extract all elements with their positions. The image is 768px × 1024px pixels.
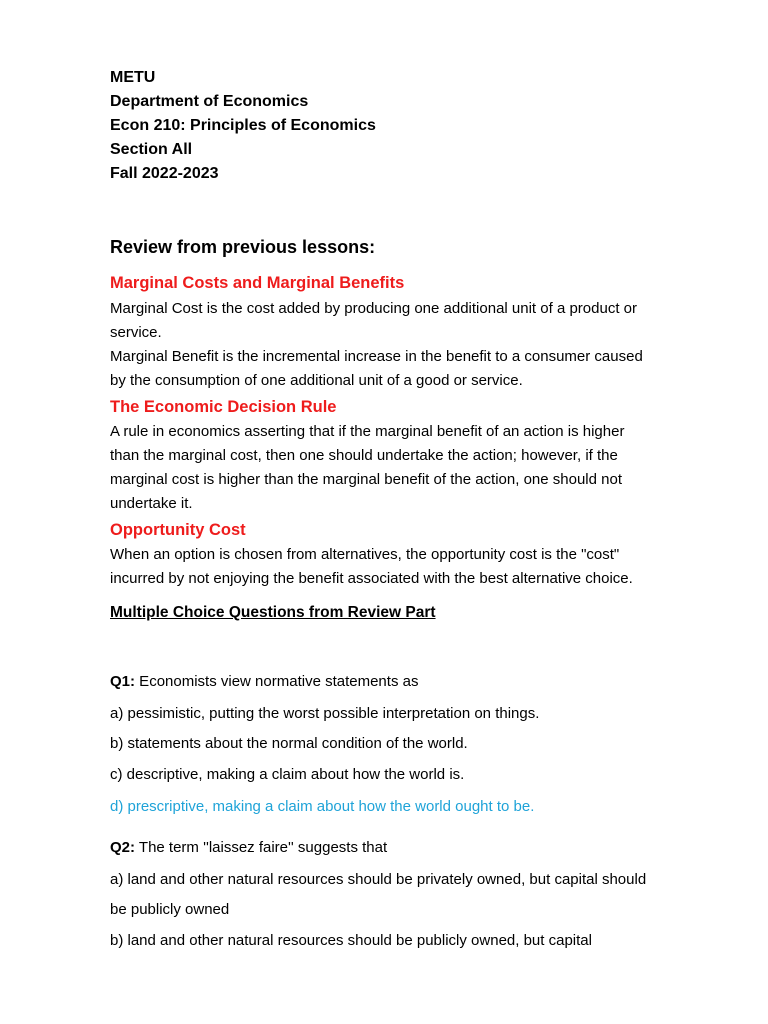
section-body-marginal bbox=[110, 297, 730, 393]
q2-option-a: a) land and other natural resources should be privately owned, but capital should bbox=[110, 871, 647, 888]
section-title-opportunity-cost: Opportunity Cost bbox=[110, 521, 246, 539]
section-body-decision-rule bbox=[110, 420, 730, 516]
question-1 bbox=[110, 671, 730, 693]
section-title-marginal: Marginal Costs and Marginal Benefits bbox=[110, 274, 405, 292]
section-name: Section All bbox=[110, 141, 193, 158]
course-header bbox=[110, 66, 730, 186]
question-2 bbox=[110, 837, 730, 859]
q1-option-b: b) statements about the normal condition of the world. bbox=[110, 735, 468, 752]
paragraph-line: Marginal Cost is the cost added by producing one additional unit of a product or bbox=[110, 300, 637, 317]
course-name: Econ 210: Principles of Economics bbox=[110, 117, 376, 134]
paragraph-line: than the marginal cost, then one should undertake the action; however, if the bbox=[110, 447, 618, 464]
q1-option-c: c) descriptive, making a claim about how the world is. bbox=[110, 766, 465, 783]
paragraph-line: Marginal Benefit is the incremental increase in the benefit to a consumer caused bbox=[110, 348, 643, 365]
q2-option-a-continued: be publicly owned bbox=[110, 901, 230, 918]
paragraph-line: service. bbox=[110, 324, 162, 341]
paragraph-line: marginal cost is higher than the marginal benefit of the action, one should not bbox=[110, 471, 622, 488]
paragraph-line: by the consumption of one additional unit of a good or service. bbox=[110, 372, 523, 389]
term-name: Fall 2022-2023 bbox=[110, 165, 219, 182]
q1-option-d-correct: d) prescriptive, making a claim about how the world ought to be. bbox=[110, 798, 535, 815]
question-label: Q1: bbox=[110, 673, 136, 690]
paragraph-line: incurred by not enjoying the benefit associated with the best alternative choice. bbox=[110, 570, 633, 587]
section-body-opportunity-cost bbox=[110, 543, 730, 591]
paragraph-line: A rule in economics asserting that if the marginal benefit of an action is higher bbox=[110, 423, 625, 440]
review-heading: Review from previous lessons: bbox=[110, 237, 376, 257]
section-title-decision-rule: The Economic Decision Rule bbox=[110, 398, 337, 416]
question-text: The term ''laissez faire'' suggests that bbox=[135, 839, 388, 856]
department-name: Department of Economics bbox=[110, 93, 309, 110]
paragraph-line: undertake it. bbox=[110, 495, 193, 512]
question-text: Economists view normative statements as bbox=[135, 673, 419, 690]
university-name: METU bbox=[110, 69, 156, 86]
q2-option-b: b) land and other natural resources should be publicly owned, but capital bbox=[110, 932, 592, 949]
paragraph-line: When an option is chosen from alternatives, the opportunity cost is the "cost" bbox=[110, 546, 620, 563]
q1-option-a: a) pessimistic, putting the worst possible interpretation on things. bbox=[110, 705, 540, 722]
question-label: Q2: bbox=[110, 839, 136, 856]
mcq-title: Multiple Choice Questions from Review Part bbox=[110, 604, 436, 621]
